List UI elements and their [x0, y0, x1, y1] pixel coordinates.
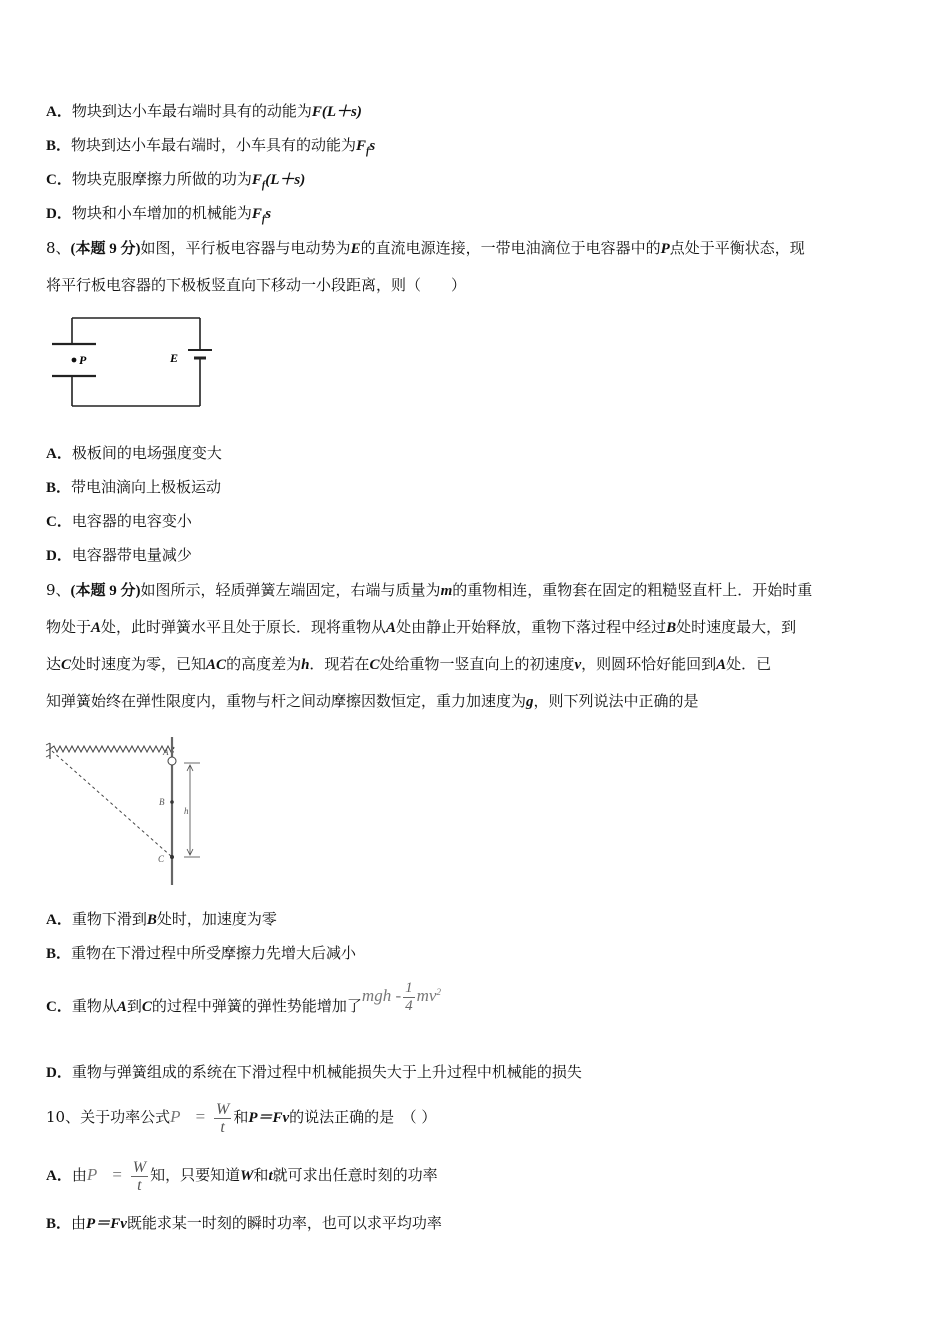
option-letter: A． — [46, 1168, 72, 1184]
option-letter: D． — [46, 206, 72, 222]
fraction-denominator: 4 — [405, 997, 413, 1014]
fraction-w-over-t — [131, 1159, 148, 1194]
option-var: W — [240, 1168, 254, 1184]
fraction-w-over-t — [214, 1101, 231, 1136]
stem-text: 的高度差为 — [226, 655, 302, 673]
stem-text: 物处于 — [46, 618, 92, 636]
stem-text: 处时速度最大，到 — [676, 618, 797, 636]
option-text: 物块到达小车最右端时，小车具有的动能为 — [71, 136, 357, 154]
stem-text: 如图所示，轻质弹簧左端固定，右端与质量为 — [140, 581, 441, 599]
option-math-tail: s — [265, 206, 272, 222]
spring — [50, 746, 174, 752]
option-text: 由 — [71, 1166, 87, 1184]
stem-text: 和 — [233, 1108, 249, 1126]
stem-text: 处由静止开始释放，重物下落过程中经过 — [396, 618, 667, 636]
option-text: 到 — [126, 997, 142, 1015]
q9-option-b[interactable] — [46, 943, 356, 964]
fraction-numerator: W — [132, 1158, 147, 1176]
option-letter: B． — [46, 1216, 72, 1232]
stem-var: P — [660, 241, 670, 257]
stem-var: A — [386, 620, 397, 636]
option-var: B — [146, 912, 157, 928]
question-score: (本题 9 分) — [70, 241, 141, 257]
formula-equals: = — [194, 1107, 206, 1126]
q8-stem-line1 — [46, 238, 805, 259]
option-var: C — [141, 999, 152, 1015]
option-letter: B． — [46, 946, 72, 962]
stem-var: B — [666, 620, 677, 636]
option-letter: A． — [46, 446, 72, 462]
expr-mv: mv — [416, 986, 437, 1005]
stem-var: m — [440, 583, 453, 599]
stem-text: 的直流电源连接，一带电油滴位于电容器中的 — [360, 239, 661, 257]
option-letter: B． — [46, 138, 72, 154]
option-math: F(L＋s) — [311, 104, 362, 120]
option-text: 和 — [253, 1166, 269, 1184]
expr-mgh: mgh - — [361, 986, 402, 1005]
option-text: 既能求某一时刻的瞬时功率，也可以求平均功率 — [126, 1214, 442, 1232]
label-a: A — [163, 747, 169, 757]
formula-pfv: P＝Fv — [86, 1216, 127, 1232]
stem-text: 处给重物一竖直向上的初速度 — [379, 655, 575, 673]
capacitor-circuit-figure — [44, 312, 219, 412]
option-text: 电容器的电容变小 — [71, 512, 192, 530]
option-text: 电容器带电量减少 — [71, 546, 192, 564]
option-text: 带电油滴向上极板运动 — [71, 478, 222, 496]
fraction-denominator: t — [220, 1118, 225, 1136]
option-letter: C． — [46, 999, 72, 1015]
formula-p: P — [86, 1165, 98, 1184]
option-letter: C． — [46, 172, 72, 188]
option-text: 重物下滑到 — [71, 910, 147, 928]
option-math-tail: s — [369, 138, 376, 154]
question-number: 9、 — [46, 581, 71, 599]
fraction-denominator: t — [137, 1176, 142, 1194]
q10-option-a[interactable] — [46, 1155, 438, 1196]
stem-text: 的重物相连，重物套在固定的粗糙竖直杆上．开始时重 — [452, 581, 813, 599]
fraction-numerator: 1 — [405, 979, 413, 996]
question-score: (本题 9 分) — [70, 583, 141, 599]
stem-text: 处时速度为零，已知 — [71, 655, 207, 673]
q9-option-a[interactable] — [46, 909, 277, 930]
option-math-sub: f — [261, 180, 266, 191]
oil-drop-dot — [72, 358, 77, 363]
q9-stem-line3 — [46, 654, 771, 675]
option-text: 由 — [71, 1214, 87, 1232]
stem-text: ，则下列说法中正确的是 — [533, 692, 699, 710]
option-text: 就可求出任意时刻的功率 — [272, 1166, 438, 1184]
point-b-dot — [170, 800, 174, 804]
option-var: t — [268, 1168, 273, 1184]
ring-at-a — [168, 757, 176, 765]
label-p: P — [79, 353, 87, 367]
q9-option-d[interactable] — [46, 1062, 582, 1083]
option-text: 物块克服摩擦力所做的功为 — [71, 170, 252, 188]
stem-var: AC — [206, 657, 227, 673]
option-math-main: F — [251, 172, 262, 188]
stem-var: g — [526, 694, 534, 710]
label-e: E — [170, 351, 179, 365]
option-math-tail: (L＋s) — [265, 172, 306, 188]
stem-text: ，则圆环恰好能回到 — [581, 655, 717, 673]
stem-text: 知弹簧始终在弹性限度内，重物与杆之间动摩擦因数恒定，重力加速度为 — [46, 692, 527, 710]
stem-text: 处，此时弹簧水平且处于原长．现将重物从 — [101, 618, 387, 636]
q8-option-b[interactable] — [46, 477, 221, 498]
label-h: h — [184, 806, 189, 816]
option-text: 的过程中弹簧的弹性势能增加了 — [151, 997, 362, 1015]
q8-option-d[interactable] — [46, 545, 192, 566]
stem-var: h — [301, 657, 310, 673]
stem-var: A — [716, 657, 727, 673]
option-text: 物块到达小车最右端时具有的动能为 — [71, 102, 312, 120]
energy-expression — [361, 979, 441, 1014]
question-number: 10、 — [46, 1108, 81, 1126]
stem-text: 点处于平衡状态，现 — [669, 239, 805, 257]
option-math-sub: f — [261, 214, 266, 225]
option-letter: B． — [46, 480, 72, 496]
option-letter: D． — [46, 1065, 72, 1081]
option-math-sub: f — [366, 146, 370, 157]
formula-p: P — [170, 1107, 181, 1126]
dashed-spring-path — [52, 751, 172, 857]
option-text: 物块和小车增加的机械能为 — [71, 204, 252, 222]
stem-var: C — [61, 657, 72, 673]
option-text: 处时，加速度为零 — [156, 910, 277, 928]
q7-option-b[interactable] — [46, 135, 375, 162]
fraction-one-quarter — [403, 980, 415, 1015]
option-math-main: F — [356, 138, 367, 154]
stem-text: 达 — [46, 655, 62, 673]
option-letter: C． — [46, 514, 72, 530]
formula-pfv: P＝Fv — [248, 1110, 290, 1126]
stem-var: E — [350, 241, 361, 257]
stem-text: 关于功率公式 — [80, 1108, 171, 1126]
stem-text: ．现若在 — [309, 655, 370, 673]
stem-var: A — [91, 620, 102, 636]
option-text: 极板间的电场强度变大 — [71, 444, 222, 462]
label-c: C — [158, 854, 165, 864]
q9-stem-line2 — [46, 617, 796, 638]
point-c-dot — [170, 855, 174, 859]
option-math-main: F — [251, 206, 262, 222]
option-text: 重物与弹簧组成的系统在下滑过程中机械能损失大于上升过程中机械能的损失 — [71, 1063, 582, 1081]
option-letter: A． — [46, 104, 72, 120]
q8-option-c[interactable] — [46, 511, 192, 532]
q7-option-c[interactable] — [46, 169, 305, 196]
fraction-numerator: W — [215, 1100, 230, 1118]
stem-text: 的说法正确的是 （ ） — [289, 1108, 437, 1126]
q9-stem-line1 — [46, 580, 812, 601]
expr-exponent: 2 — [436, 987, 441, 997]
formula-equals: = — [111, 1165, 123, 1184]
stem-text: 如图，平行板电容器与电动势为 — [140, 239, 351, 257]
option-text: 重物从 — [71, 997, 117, 1015]
option-letter: D． — [46, 548, 72, 564]
stem-text: 处．已 — [726, 655, 772, 673]
stem-var: C — [369, 657, 380, 673]
q10-stem — [46, 1097, 436, 1138]
q9-option-c[interactable] — [46, 979, 441, 1026]
q8-stem-line2: 将平行板电容器的下极板竖直向下移动一小段距离，则（ ） — [46, 276, 467, 294]
q8-option-a[interactable] — [46, 443, 222, 464]
q7-option-a[interactable] — [46, 101, 362, 122]
option-var: A — [116, 999, 127, 1015]
option-text: 重物在下滑过程中所受摩擦力先增大后减小 — [71, 944, 357, 962]
stem-var: v — [574, 657, 582, 673]
spring-rod-figure — [44, 735, 209, 890]
option-text: 知，只要知道 — [150, 1166, 241, 1184]
option-letter: A． — [46, 912, 72, 928]
q7-option-d[interactable] — [46, 203, 271, 230]
q10-option-b[interactable] — [46, 1213, 442, 1234]
label-b: B — [159, 797, 165, 807]
question-number: 8、 — [46, 239, 71, 257]
q9-stem-line4 — [46, 691, 699, 712]
